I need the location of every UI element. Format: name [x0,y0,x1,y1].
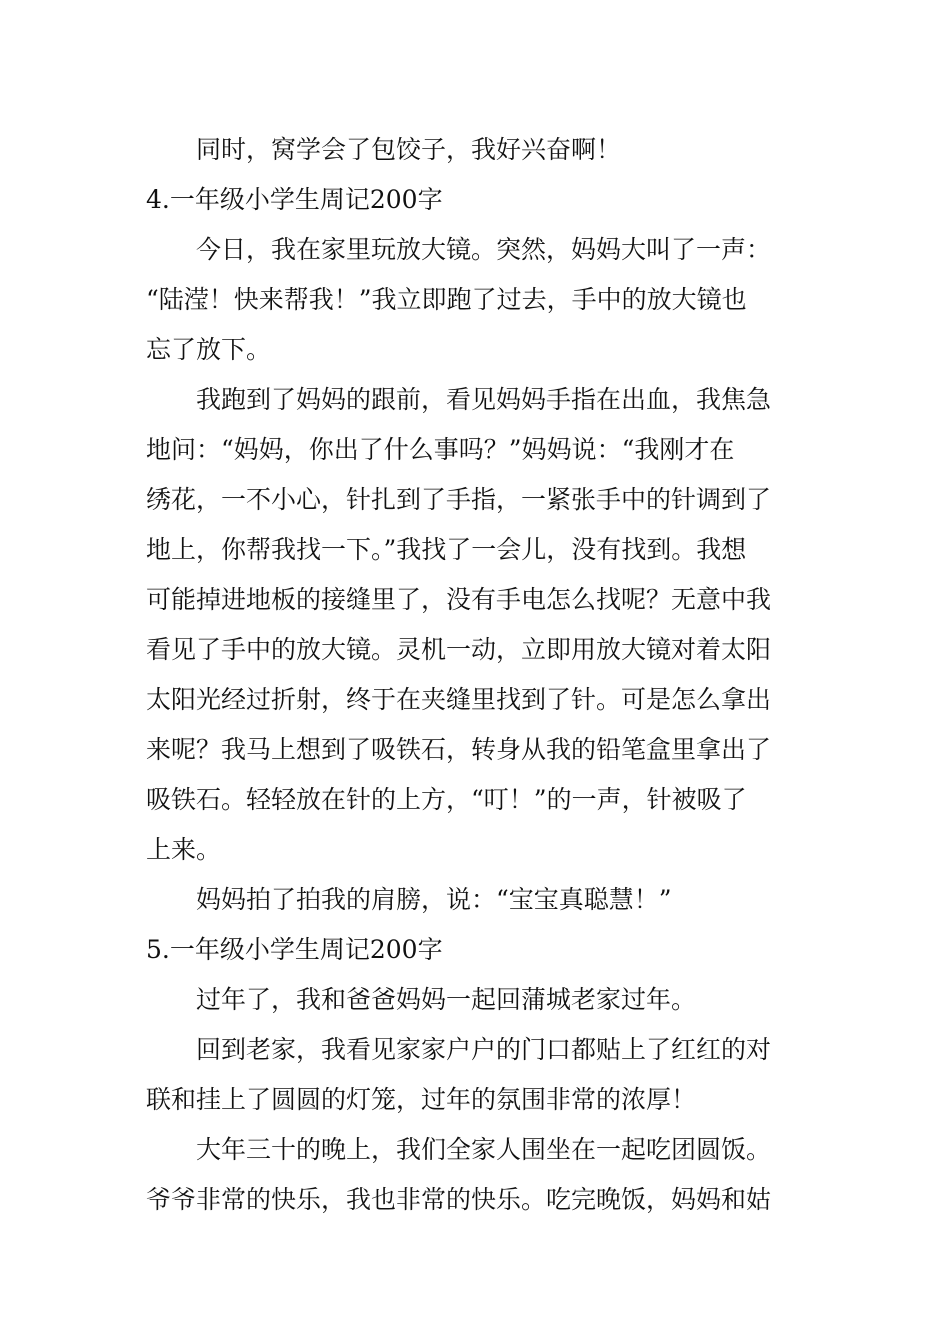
paragraph-line: 爷爷非常的快乐，我也非常的快乐。吃完晚饭，妈妈和姑 [146,1185,772,1214]
paragraph-line: 联和挂上了圆圆的灯笼，过年的氛围非常的浓厚！ [146,1085,697,1114]
paragraph-line: 回到老家，我看见家家户户的门口都贴上了红红的对 [196,1035,772,1064]
paragraph-line: 来呢？我马上想到了吸铁石，转身从我的铅笔盒里拿出了 [146,735,772,764]
paragraph-line: 地上，你帮我找一下。”我找了一会儿，没有找到。我想 [146,535,747,564]
paragraph-line: 忘了放下。 [146,335,272,364]
paragraph-line: 太阳光经过折射，终于在夹缝里找到了针。可是怎么拿出 [146,685,772,714]
section-heading-4: 4.一年级小学生周记200字 [146,185,443,214]
paragraph-line: 妈妈拍了拍我的肩膀，说：“宝宝真聪慧！” [196,885,672,914]
paragraph-line: 绣花，一不小心，针扎到了手指，一紧张手中的针调到了 [146,485,772,514]
paragraph-line: 我跑到了妈妈的跟前，看见妈妈手指在出血，我焦急 [196,385,772,414]
paragraph-line: 地问：“妈妈，你出了什么事吗？”妈妈说：“我刚才在 [146,435,735,464]
paragraph-line: 过年了，我和爸爸妈妈一起回蒲城老家过年。 [196,985,697,1014]
paragraph-line: 吸铁石。轻轻放在针的上方，“叮！”的一声，针被吸了 [146,785,747,814]
paragraph-line: 同时，窝学会了包饺子，我好兴奋啊！ [196,135,622,164]
paragraph-line: 看见了手中的放大镜。灵机一动，立即用放大镜对着太阳 [146,635,772,664]
paragraph-line: 今日，我在家里玩放大镜。突然，妈妈大叫了一声： [196,235,772,264]
section-heading-5: 5.一年级小学生周记200字 [146,935,443,964]
paragraph-line: 可能掉进地板的接缝里了，没有手电怎么找呢？无意中我 [146,585,772,614]
paragraph-line: “陆滢！快来帮我！”我立即跑了过去，手中的放大镜也 [146,285,747,314]
paragraph-line: 大年三十的晚上，我们全家人围坐在一起吃团圆饭。 [196,1135,772,1164]
paragraph-line: 上来。 [146,835,222,864]
